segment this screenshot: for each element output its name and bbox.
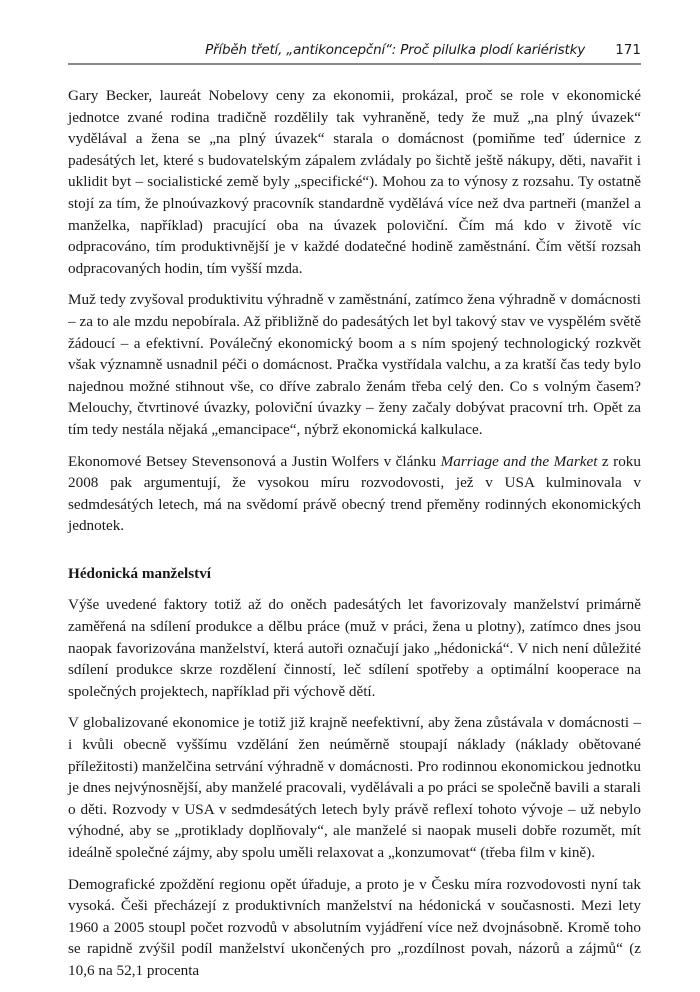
running-title: Příběh třetí, „antikoncepční“: Proč pilulka plodí kariéristky [205,42,585,58]
paragraph-3-text-a: Ekonomové Betsey Stevensonová a Justin Wolfers v článku [68,452,441,470]
paragraph-3-text-b: z roku 2008 pak argumentují, že vysokou míru rozvodovosti, jež v USA kulminovala v sedmdesátých letech, má na svědomí právě obecný trend přeměny rodinných ekonomických jednotek. [68,452,641,535]
paragraph-5: V globalizované ekonomice je totiž již krajně neefektivní, aby žena zůstávala v domácnosti – i kvůli obecně vyššímu vzdělání žen neúměrně stoupají náklady (náklady obětované příležitosti) manželčina setrvání výhradně v domácnosti. Pro rodinnou ekonomickou jednotku je dnes nejvýnosnější, aby manželé pracovali, vydělávali a po práci se společně bavili a starali o děti. Rozvody v USA v sedmdesátých letech byly právě reflexí tohoto vývoje – už nebylo výhodné, aby se „protiklady doplňovaly“, ale manželé si naopak museli dobře rozumět, mít ideálně společné zájmy, aby spolu uměli relaxovat a „konzumovat“ (třeba film v kině). [68,714,641,861]
body-text [68,85,641,992]
running-header [68,40,641,65]
paragraph-1: Gary Becker, laureát Nobelovy ceny za ekonomii, prokázal, proč se role v ekonomické jednotce zvané rodina tradičně rozdělily tak vyhraněně, tedy že muž „na plný úvazek“ vydělával a žena se „na plný úvazek“ starala o domácnost (pomiňme teď údernice z padesátých let, které s budovatelským zápalem zvládaly po šichtě ještě nákupy, děti, navařit i uklidit byt – socialistické země byly „specifické“). Mohou za to výnosy z rozsahu. Ty ostatně stojí za tím, že plnoúvazkový pracovník standardně vydělává více než dva partneři (manžel a manželka, například) pracující oba na úvazek poloviční. Čím má kdo v životě víc odpracováno, tím produktivnější je v každé dodatečné hodině zaměstnání. Čím větší rozsah odpracovaných hodin, tím vyšší mzda. [68,87,641,277]
paragraph-4: Výše uvedené faktory totiž až do oněch padesátých let favorizovaly manželství primárně zaměřená na sdílení produkce a dělbu práce (muž v práci, žena u plotny), zatímco dnes jsou naopak favorizována manželství, která autoři označují jako „hédonická“. V nich není důležité sdílení produkce skrze rozdělení činností, leč sdílení spotřeby a optimální kooperace na společných projektech, například při výchově dětí. [68,596,641,700]
section-heading: Hédonická manželství [68,564,212,582]
page-number: 171 [615,42,641,58]
paragraph-6: Demografické zpoždění regionu opět úřaduje, a proto je v Česku míra rozvodovosti nyní tak vysoká. Češi přecházejí z produktivních manželství na hédonická v současnosti. Mezi lety 1960 a 2005 stoupl počet rozvodů v absolutním vyjádření více než dvojnásobně. Kromě toho se rapidně zvýšil podíl manželství ukončených pro „rozdílnost povah, názorů a zájmů“ (z 10,6 na 52,1 procenta [68,875,641,979]
paragraph-2: Muž tedy zvyšoval produktivitu výhradně v zaměstnání, zatímco žena výhradně v domácnosti – za to ale mzdu nepobírala. Až přibližně do padesátých let byl takový stav ve vyspělém světě žádoucí – a efektivní. Poválečný ekonomický boom a s ním spojený technologický rozkvět však významně usnadnil péči o domácnost. Pračka vystřídala valchu, a za kratší čas tedy bylo najednou možné stihnout vše, co dříve zabralo ženám třeba celý den. Co s volným časem? Melouchy, čtvrtinové úvazky, poloviční úvazky – ženy začaly dobývat pracovní trh. Opět za tím tedy nestála nějaká „emancipace“, nýbrž ekonomická kalkulace. [68,291,641,438]
article-title: Marriage and the Market [440,452,598,470]
paragraph-3 [68,451,641,537]
